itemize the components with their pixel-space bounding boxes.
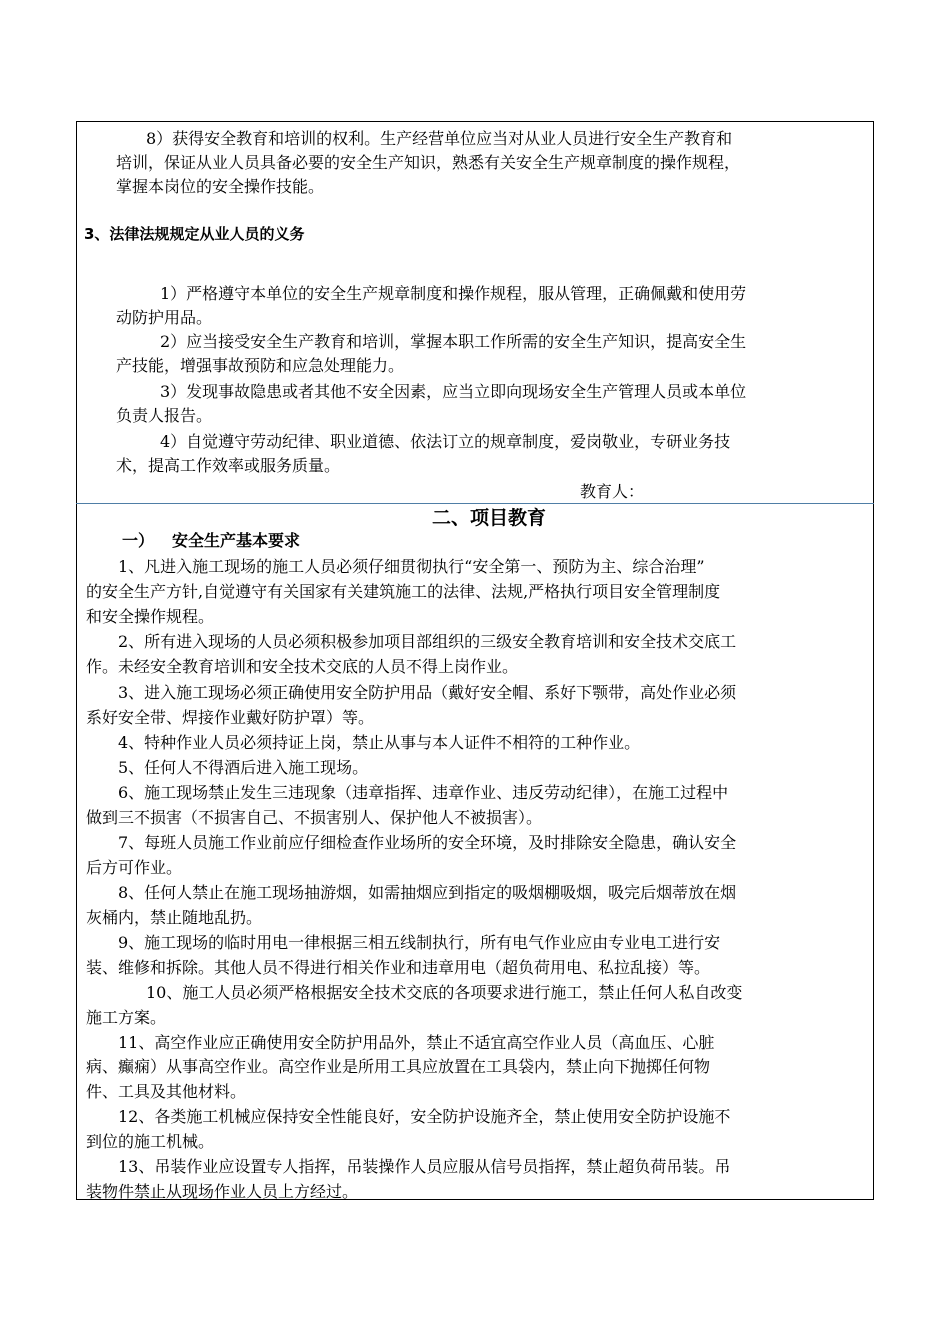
right-8-line-1: 8）获得安全教育和培训的权利。生产经营单位应当对从业人员进行安全生产教育和: [146, 129, 733, 148]
rule-line-13: 后方可作业。: [86, 858, 183, 877]
rule-line-20: 11、高空作业应正确使用安全防护用品外，禁止不适宜高空作业人员（高血压、心脏: [118, 1033, 715, 1052]
rule-line-4: 2、所有进入现场的人员必须积极参加项目部组织的三级安全教育培训和安全技术交底工: [118, 632, 737, 651]
rule-line-14: 8、任何人禁止在施工现场抽游烟，如需抽烟应到指定的吸烟棚吸烟，吸完后烟蒂放在烟: [118, 883, 737, 902]
rule-line-9: 5、任何人不得酒后进入施工现场。: [118, 758, 369, 777]
duties-heading: 3、法律法规规定从业人员的义务: [84, 225, 305, 243]
duty-line-7: 4）自觉遵守劳动纪律、职业道德、依法订立的规章制度，爱岗敬业，专研业务技: [160, 432, 731, 451]
rule-line-25: 13、吊装作业应设置专人指挥，吊装操作人员应服从信号员指挥，禁止超负荷吊装。吊: [118, 1157, 731, 1176]
duty-line-3: 2）应当接受安全生产教育和培训，掌握本职工作所需的安全生产知识，提高安全生: [160, 332, 747, 351]
rule-line-7: 系好安全带、焊接作业戴好防护罩）等。: [86, 708, 375, 727]
rule-line-18: 10、施工人员必须严格根据安全技术交底的各项要求进行施工，禁止任何人私自改变: [146, 983, 743, 1002]
right-8-line-3: 掌握本岗位的安全操作技能。: [116, 177, 325, 196]
rule-line-6: 3、进入施工现场必须正确使用安全防护用品（戴好安全帽、系好下颚带，高处作业必须: [118, 683, 737, 702]
duty-line-1: 1）严格遵守本单位的安全生产规章制度和操作规程，服从管理，正确佩戴和使用劳: [160, 284, 747, 303]
rule-line-21: 病、癫痫）从事高空作业。高空作业是所用工具应放置在工具袋内，禁止向下抛掷任何物: [86, 1057, 711, 1076]
educator-label: 教育人：: [580, 482, 645, 501]
rule-line-15: 灰桶内，禁止随地乱扔。: [86, 908, 263, 927]
rule-line-5: 作。未经安全教育培训和安全技术交底的人员不得上岗作业。: [86, 657, 519, 676]
rule-line-17: 装、维修和拆除。其他人员不得进行相关作业和违章用电（超负荷用电、私拉乱接）等。: [86, 958, 711, 977]
rule-line-19: 施工方案。: [86, 1008, 167, 1027]
section-title: 二、项目教育: [432, 507, 547, 529]
rule-line-8: 4、特种作业人员必须持证上岗，禁止从事与本人证件不相符的工种作业。: [118, 733, 641, 752]
duty-line-8: 术，提高工作效率或服务质量。: [116, 456, 341, 475]
rule-line-11: 做到三不损害（不损害自己、不损害别人、保护他人不被损害）。: [86, 808, 543, 827]
duty-line-5: 3）发现事故隐患或者其他不安全因素，应当立即向现场安全生产管理人员或本单位: [160, 382, 747, 401]
right-8-line-2: 培训，保证从业人员具备必要的安全生产知识，熟悉有关安全生产规章制度的操作规程，: [116, 153, 741, 172]
rule-line-22: 件、工具及其他材料。: [86, 1082, 247, 1101]
rule-line-26: 装物件禁止从现场作业人员上方经过。: [86, 1182, 359, 1201]
rule-line-10: 6、施工现场禁止发生三违现象（违章指挥、违章作业、违反劳动纪律），在施工过程中: [118, 783, 729, 802]
subheading-number: 一）: [122, 531, 155, 550]
duty-line-2: 动防护用品。: [116, 308, 213, 327]
rule-line-1: 1、凡进入施工现场的施工人员必须仔细贯彻执行“安全第一、预防为主、综合治理”: [118, 557, 705, 576]
rule-line-2: 的安全生产方针,自觉遵守有关国家有关建筑施工的法律、法规,严格执行项目安全管理制度: [86, 582, 721, 601]
rule-line-3: 和安全操作规程。: [86, 607, 215, 626]
rule-line-23: 12、各类施工机械应保持安全性能良好，安全防护设施齐全，禁止使用安全防护设施不: [118, 1107, 731, 1126]
rule-line-24: 到位的施工机械。: [86, 1132, 215, 1151]
section-divider: [76, 503, 874, 504]
duty-line-4: 产技能，增强事故预防和应急处理能力。: [116, 356, 405, 375]
subheading-text: 安全生产基本要求: [172, 531, 301, 550]
rule-line-12: 7、每班人员施工作业前应仔细检查作业场所的安全环境，及时排除安全隐患，确认安全: [118, 833, 737, 852]
duty-line-6: 负责人报告。: [116, 406, 213, 425]
rule-line-16: 9、施工现场的临时用电一律根据三相五线制执行，所有电气作业应由专业电工进行安: [118, 933, 721, 952]
